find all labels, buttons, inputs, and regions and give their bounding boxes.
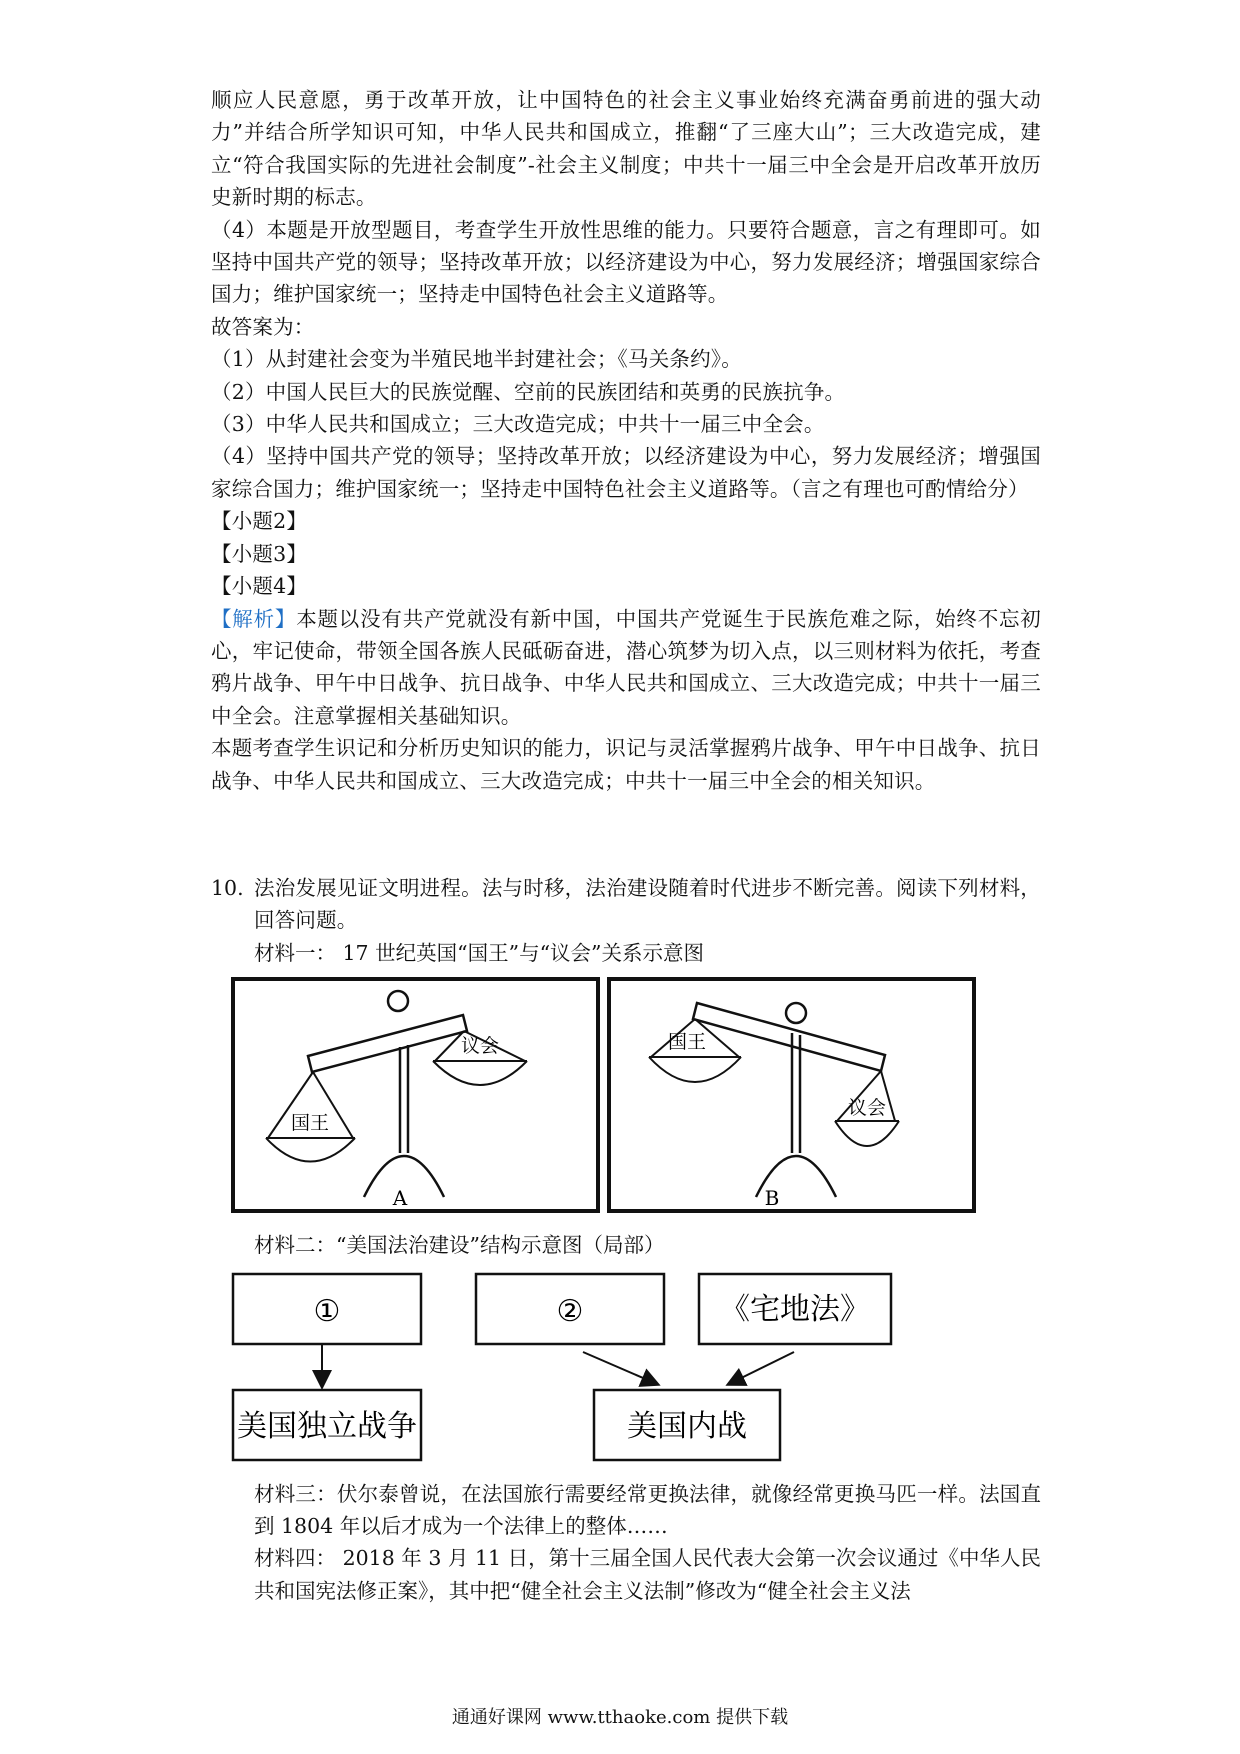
usa-law-diagram xyxy=(211,1270,1041,1470)
subquestion-2-label: 【小题2】 xyxy=(211,509,308,534)
analysis-text: 本题以没有共产党就没有新中国，中国共产党诞生于民族危难之际，始终不忘初心，牢记使命，带领全国各族人民砥砺奋进，潜心筑梦为切入点，以三则材料为依托，考查鸦片战争、甲午中日战争、抗日战争、中华人民共和国成立、三大改造完成；中共十一届三中全会。注意掌握相关基础知识。 xyxy=(211,606,1042,728)
scale-a-caption: A xyxy=(392,1186,408,1211)
subquestion-3-label: 【小题3】 xyxy=(211,541,308,566)
scale-b-pivot xyxy=(786,1003,806,1023)
scale-a-frame xyxy=(233,979,598,1211)
analysis-label: 【解析】 xyxy=(211,606,297,631)
analysis-summary: 本题考查学生识记和分析历史知识的能力，识记与灵活掌握鸦片战争、甲午中日战争、抗日战争、中华人民共和国成立、三大改造完成；中共十一届三中全会的相关知识。 xyxy=(211,736,1041,793)
diagram-box-2-label: ② xyxy=(556,1293,584,1329)
scale-a-pivot xyxy=(388,991,408,1011)
answer-paragraph-1: 顺应人民意愿，勇于改革开放，让中国特色的社会主义事业始终充满奋勇前进的强大动力”并结合所学知识可知，中华人民共和国成立，推翻“了三座大山”；三大改造完成，建立“符合我国实际的先进社会制度”-社会主义制度；中共十一届三中全会是开启改革开放历史新时期的标志。 xyxy=(211,88,1041,210)
answer-paragraph-2: （4）本题是开放型题目，考查学生开放性思维的能力。只要符合题意，言之有理即可。如坚持中国共产党的领导；坚持改革开放；以经济建设为中心，努力发展经济；增强国家综合国力；维护国家统一；坚持走中国特色社会主义道路等。 xyxy=(211,217,1041,307)
scale-b-right-label: 议会 xyxy=(847,1097,887,1120)
arrow-box3-to-box5 xyxy=(729,1352,794,1384)
diagram-box-5-label: 美国内战 xyxy=(627,1408,747,1444)
scale-a-left-label: 国王 xyxy=(290,1112,330,1135)
answer-label: 故答案为： xyxy=(211,314,315,339)
scale-a xyxy=(233,979,598,1211)
scale-a-right-pan xyxy=(433,1061,527,1085)
diagram-box-1-label: ① xyxy=(313,1293,341,1329)
scale-b-left-label: 国王 xyxy=(667,1031,707,1054)
question-stem: 法治发展见证文明进程。法与时移，法治建设随着时代进步不断完善。阅读下列材料，回答问题。 xyxy=(254,876,1041,933)
analysis-paragraph xyxy=(211,603,1041,733)
material-1-label: 材料一： 17 世纪英国“国王”与“议会”关系示意图 xyxy=(254,940,705,965)
subquestion-4-label: 【小题4】 xyxy=(211,574,308,599)
question-number: 10. xyxy=(211,876,244,900)
scale-b xyxy=(609,979,974,1211)
answer-item-2: （2）中国人民巨大的民族觉醒、空前的民族团结和英勇的民族抗争。 xyxy=(211,379,846,404)
diagram-box-4-label: 美国独立战争 xyxy=(237,1408,417,1444)
arrow-box2-to-box5 xyxy=(583,1352,657,1384)
scale-b-beam xyxy=(693,1003,885,1071)
scale-b-left-pan xyxy=(649,1057,741,1082)
scale-b-caption: B xyxy=(764,1186,780,1211)
answer-item-3: （3）中华人民共和国成立；三大改造完成；中共十一届三中全会。 xyxy=(211,412,825,437)
answer-section xyxy=(211,84,1041,797)
question-10 xyxy=(211,872,1041,1607)
page-footer: 通通好课网 www.tthaoke.com 提供下载 xyxy=(451,1707,789,1728)
scale-a-beam xyxy=(308,1015,467,1072)
answer-item-4: （4）坚持中国共产党的领导；坚持改革开放；以经济建设为中心，努力发展经济；增强国家综合国力；维护国家统一；坚持走中国特色社会主义道路等。（言之有理也可酌情给分） xyxy=(211,444,1041,501)
scales-figure xyxy=(211,975,1041,1225)
material-3: 材料三：伏尔泰曾说，在法国旅行需要经常更换法律，就像经常更换马匹一样。法国直到 1804 年以后才成为一个法律上的整体…… xyxy=(254,1481,1041,1539)
material-2-label: 材料二：“美国法治建设”结构示意图（局部） xyxy=(254,1233,665,1258)
diagram-box-3-label: 《宅地法》 xyxy=(720,1291,870,1327)
scale-a-right-label: 议会 xyxy=(460,1035,500,1058)
scale-a-left-pan xyxy=(266,1138,355,1162)
material-4: 材料四： 2018 年 3 月 11 日，第十三届全国人民代表大会第一次会议通过《中华人民共和国宪法修正案》，其中把“健全社会主义法制”修改为“健全社会主义法 xyxy=(254,1546,1041,1603)
scale-b-right-pan xyxy=(835,1121,899,1146)
answer-item-1: （1）从封建社会变为半殖民地半封建社会；《马关条约》。 xyxy=(211,347,742,372)
